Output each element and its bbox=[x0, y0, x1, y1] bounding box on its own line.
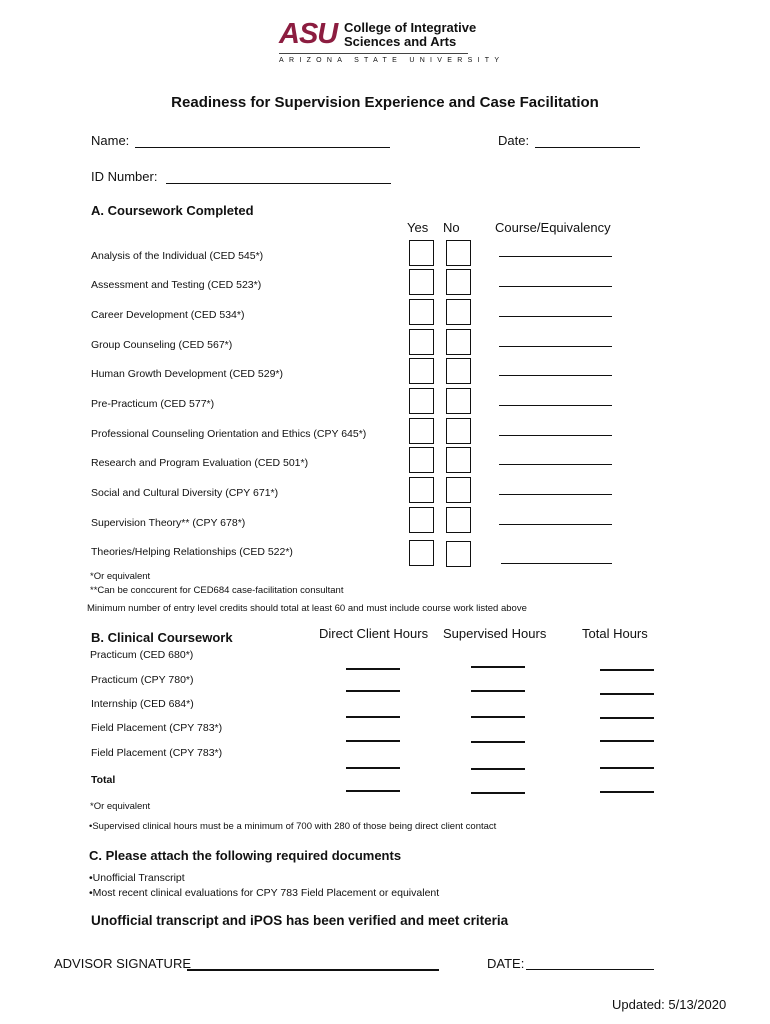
date-field[interactable] bbox=[535, 147, 640, 148]
yes-checkbox[interactable] bbox=[409, 240, 434, 266]
total-hours-field[interactable] bbox=[600, 717, 654, 719]
col-direct-header: Direct Client Hours bbox=[319, 626, 429, 641]
coursework-note-equivalent: *Or equivalent bbox=[90, 571, 151, 582]
yes-checkbox[interactable] bbox=[409, 447, 434, 473]
college-name bbox=[344, 21, 476, 49]
course-label: Theories/Helping Relationships (CED 522*) bbox=[91, 546, 293, 558]
yes-checkbox[interactable] bbox=[409, 477, 434, 503]
total-label: Total bbox=[91, 774, 116, 786]
direct-hours-field[interactable] bbox=[346, 716, 400, 718]
coursework-note-minimum: Minimum number of entry level credits should total at least 60 and must include course work listed above bbox=[87, 603, 527, 614]
total-hours-field[interactable] bbox=[600, 767, 654, 769]
university-name: ARIZONA STATE UNIVERSITY bbox=[279, 57, 505, 64]
total-hours-field[interactable] bbox=[600, 740, 654, 742]
section-c-heading: C. Please attach the following required documents bbox=[89, 848, 402, 863]
clinical-note-equivalent: *Or equivalent bbox=[90, 801, 151, 812]
course-label: Social and Cultural Diversity (CPY 671*) bbox=[91, 487, 279, 499]
yes-checkbox[interactable] bbox=[409, 329, 434, 355]
equivalency-field[interactable] bbox=[499, 346, 612, 347]
no-checkbox[interactable] bbox=[446, 388, 471, 414]
col-supervised-header: Supervised Hours bbox=[443, 626, 547, 641]
clinical-label: Practicum (CED 680*) bbox=[90, 649, 194, 661]
asu-logo-mark: ASU bbox=[279, 18, 338, 50]
no-checkbox[interactable] bbox=[446, 418, 471, 444]
total-hours-total-field[interactable] bbox=[600, 791, 654, 793]
equivalency-field[interactable] bbox=[501, 563, 612, 564]
course-label: Assessment and Testing (CED 523*) bbox=[91, 279, 262, 291]
equivalency-field[interactable] bbox=[499, 435, 612, 436]
no-checkbox[interactable] bbox=[446, 477, 471, 503]
yes-checkbox[interactable] bbox=[409, 388, 434, 414]
yes-checkbox[interactable] bbox=[409, 507, 434, 533]
college-name-line1: College of Integrative bbox=[344, 20, 477, 35]
direct-hours-total-field[interactable] bbox=[346, 790, 400, 792]
no-checkbox[interactable] bbox=[446, 240, 471, 266]
yes-checkbox[interactable] bbox=[409, 418, 434, 444]
updated-date: Updated: 5/13/2020 bbox=[612, 997, 727, 1012]
course-label: Research and Program Evaluation (CED 501*) bbox=[91, 457, 309, 469]
clinical-label: Field Placement (CPY 783*) bbox=[91, 722, 223, 734]
course-label: Pre-Practicum (CED 577*) bbox=[91, 398, 215, 410]
date-label: Date: bbox=[498, 133, 530, 148]
no-checkbox[interactable] bbox=[446, 447, 471, 473]
no-checkbox[interactable] bbox=[446, 299, 471, 325]
required-doc-item: •Unofficial Transcript bbox=[89, 872, 185, 884]
advisor-signature-label: ADVISOR SIGNATURE bbox=[54, 956, 192, 971]
total-hours-field[interactable] bbox=[600, 669, 654, 671]
col-total-header: Total Hours bbox=[582, 626, 648, 641]
yes-checkbox[interactable] bbox=[409, 269, 434, 295]
course-label: Professional Counseling Orientation and Ethics (CPY 645*) bbox=[91, 428, 367, 440]
course-label: Human Growth Development (CED 529*) bbox=[91, 368, 283, 380]
direct-hours-field[interactable] bbox=[346, 690, 400, 692]
supervised-hours-field[interactable] bbox=[471, 716, 525, 718]
course-label: Analysis of the Individual (CED 545*) bbox=[91, 250, 264, 262]
supervised-hours-field[interactable] bbox=[471, 690, 525, 692]
yes-checkbox[interactable] bbox=[409, 299, 434, 325]
equivalency-field[interactable] bbox=[499, 316, 612, 317]
clinical-label: Internship (CED 684*) bbox=[91, 698, 194, 710]
total-hours-field[interactable] bbox=[600, 693, 654, 695]
page-title: Readiness for Supervision Experience and Case Facilitation bbox=[171, 94, 599, 111]
no-checkbox[interactable] bbox=[446, 269, 471, 295]
direct-hours-field[interactable] bbox=[346, 668, 400, 670]
course-label: Group Counseling (CED 567*) bbox=[91, 339, 233, 351]
college-name-line2: Sciences and Arts bbox=[344, 34, 457, 49]
no-checkbox[interactable] bbox=[446, 329, 471, 355]
supervised-hours-total-field[interactable] bbox=[471, 792, 525, 794]
coursework-note-concurrent: **Can be conccurent for CED684 case-facilitation consultant bbox=[90, 585, 344, 596]
equivalency-field[interactable] bbox=[499, 464, 612, 465]
supervised-hours-field[interactable] bbox=[471, 666, 525, 668]
advisor-signature-field[interactable] bbox=[187, 969, 439, 971]
clinical-label: Field Placement (CPY 783*) bbox=[91, 747, 223, 759]
yes-checkbox[interactable] bbox=[409, 358, 434, 384]
name-field[interactable] bbox=[135, 147, 390, 148]
yes-checkbox[interactable] bbox=[409, 540, 434, 566]
col-yes-header: Yes bbox=[407, 220, 429, 235]
no-checkbox[interactable] bbox=[446, 358, 471, 384]
no-checkbox[interactable] bbox=[446, 507, 471, 533]
required-doc-item: •Most recent clinical evaluations for CPY 783 Field Placement or equivalent bbox=[89, 887, 440, 899]
logo-divider bbox=[279, 53, 468, 54]
direct-hours-field[interactable] bbox=[346, 740, 400, 742]
equivalency-field[interactable] bbox=[499, 286, 612, 287]
clinical-label: Practicum (CPY 780*) bbox=[91, 674, 194, 686]
signature-date-field[interactable] bbox=[526, 969, 654, 970]
col-no-header: No bbox=[443, 220, 460, 235]
id-number-field[interactable] bbox=[166, 183, 391, 184]
col-course-header: Course/Equivalency bbox=[495, 220, 611, 235]
name-label: Name: bbox=[91, 133, 130, 148]
supervised-hours-field[interactable] bbox=[471, 741, 525, 743]
no-checkbox[interactable] bbox=[446, 541, 471, 567]
equivalency-field[interactable] bbox=[499, 524, 612, 525]
supervised-hours-field[interactable] bbox=[471, 768, 525, 770]
direct-hours-field[interactable] bbox=[346, 767, 400, 769]
equivalency-field[interactable] bbox=[499, 375, 612, 376]
id-number-label: ID Number: bbox=[91, 169, 158, 184]
section-b-heading: B. Clinical Coursework bbox=[91, 630, 233, 645]
course-label: Career Development (CED 534*) bbox=[91, 309, 245, 321]
verification-statement: Unofficial transcript and iPOS has been verified and meet criteria bbox=[91, 913, 509, 928]
equivalency-field[interactable] bbox=[499, 494, 612, 495]
clinical-note-minimum: •Supervised clinical hours must be a minimum of 700 with 280 of those being direct client contact bbox=[89, 821, 497, 832]
section-a-heading: A. Coursework Completed bbox=[91, 203, 254, 218]
course-label: Supervision Theory** (CPY 678*) bbox=[91, 517, 246, 529]
equivalency-field[interactable] bbox=[499, 405, 612, 406]
signature-date-label: DATE: bbox=[487, 956, 525, 971]
equivalency-field[interactable] bbox=[499, 256, 612, 257]
